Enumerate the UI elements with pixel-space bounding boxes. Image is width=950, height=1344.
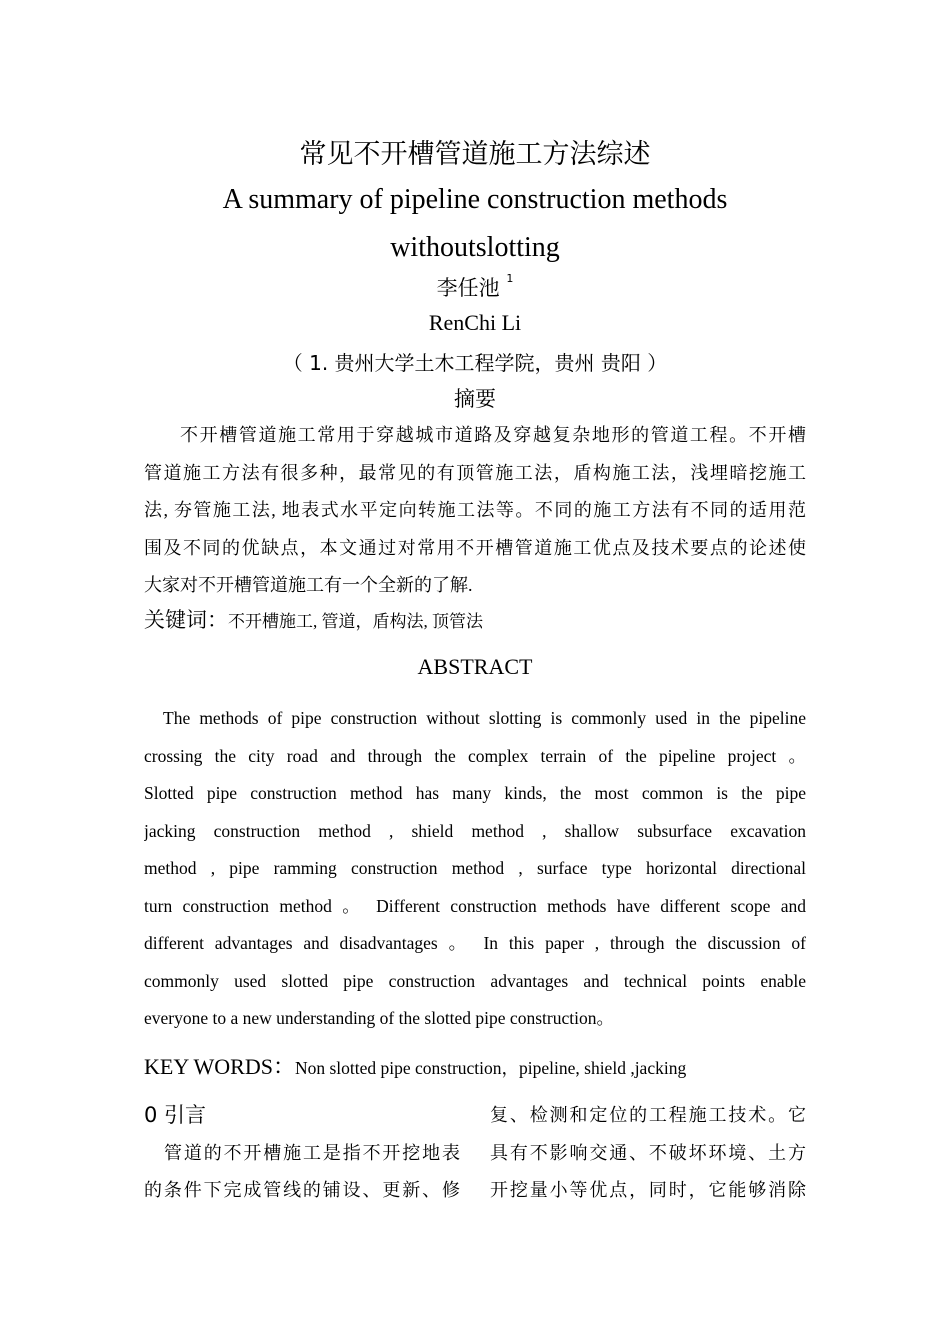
section-heading: 0 引言 xyxy=(144,1103,207,1127)
abstract-line: 围及不同的优缺点，本文通过对常用不开槽管道施工优点及技术要点的论述使 xyxy=(144,537,806,558)
affiliation: （ 1. 贵州大学土木工程学院，贵州 贵阳 ） xyxy=(282,351,668,375)
abstract-line: 法, 夯管施工法, 地表式水平定向转施工法等。不同的施工方法有不同的适用范 xyxy=(144,500,806,520)
keywords-english xyxy=(144,1050,686,1081)
abstract-heading-chinese: 摘要 xyxy=(454,387,496,411)
abstract-line: 大家对不开槽管道施工有一个全新的了解. xyxy=(144,575,473,595)
keywords-text: Non slotted pipe construction，pipeline, shield ,jacking xyxy=(294,1058,687,1078)
body-line: 具有不影响交通、不破坏环境、土方 xyxy=(490,1142,806,1163)
abstract-line: 管道施工方法有很多种，最常见的有顶管施工法，盾构施工法，浅埋暗挖施工 xyxy=(144,462,806,483)
body-line: 管道的不开槽施工是指不开挖地表 xyxy=(164,1142,460,1163)
abstract-line: commonly used slotted pipe construction advantages and technical points enable xyxy=(144,970,806,991)
paper-title-chinese: 常见不开槽管道施工方法综述 xyxy=(299,139,651,170)
abstract-line: everyone to a new understanding of the slotted pipe construction。 xyxy=(144,1008,614,1028)
abstract-line: The methods of pipe construction without slotting is commonly used in the pipeline xyxy=(163,708,806,728)
keywords-label: 关键词： xyxy=(144,608,228,632)
keywords-chinese xyxy=(144,604,483,634)
paper-title-english xyxy=(0,182,950,278)
body-line: 的条件下完成管线的铺设、更新、修 xyxy=(144,1180,460,1200)
abstract-line: turn construction method 。 Different construction methods have different scope and xyxy=(144,895,806,916)
abstract-english xyxy=(144,700,806,1038)
body-column-left xyxy=(144,1097,460,1210)
abstract-line: crossing the city road and through the complex terrain of the pipeline project 。 xyxy=(144,745,806,766)
abstract-heading-english: ABSTRACT xyxy=(417,654,533,679)
keywords-label: KEY WORDS： xyxy=(144,1054,295,1079)
abstract-line: 不开槽管道施工常用于穿越城市道路及穿越复杂地形的管道工程。不开槽 xyxy=(180,425,806,445)
abstract-line: method , pipe ramming construction method , surface type horizontal directional xyxy=(144,858,806,878)
body-line: 开挖量小等优点，同时，它能够消除 xyxy=(490,1180,806,1200)
keywords-text: 不开槽施工, 管道，盾构法, 顶管法 xyxy=(228,612,483,631)
abstract-line: jacking construction method , shield method , shallow subsurface excavation xyxy=(144,820,806,841)
title-en-line: withoutslotting xyxy=(390,232,560,263)
abstract-line: different advantages and disadvantages 。 In this paper , through the discussion of xyxy=(144,933,806,953)
body-line: 复、检测和定位的工程施工技术。它 xyxy=(490,1105,806,1125)
abstract-chinese xyxy=(144,417,806,605)
title-en-line: A summary of pipeline construction methods xyxy=(222,184,728,215)
author-english: RenChi Li xyxy=(428,310,522,335)
author-name: 李任池 xyxy=(436,276,500,300)
body-column-right xyxy=(490,1097,806,1210)
author-affiliation-mark: 1 xyxy=(506,272,514,285)
author-chinese xyxy=(0,272,950,302)
abstract-line: Slotted pipe construction method has many kinds, the most common is the pipe xyxy=(144,783,806,803)
